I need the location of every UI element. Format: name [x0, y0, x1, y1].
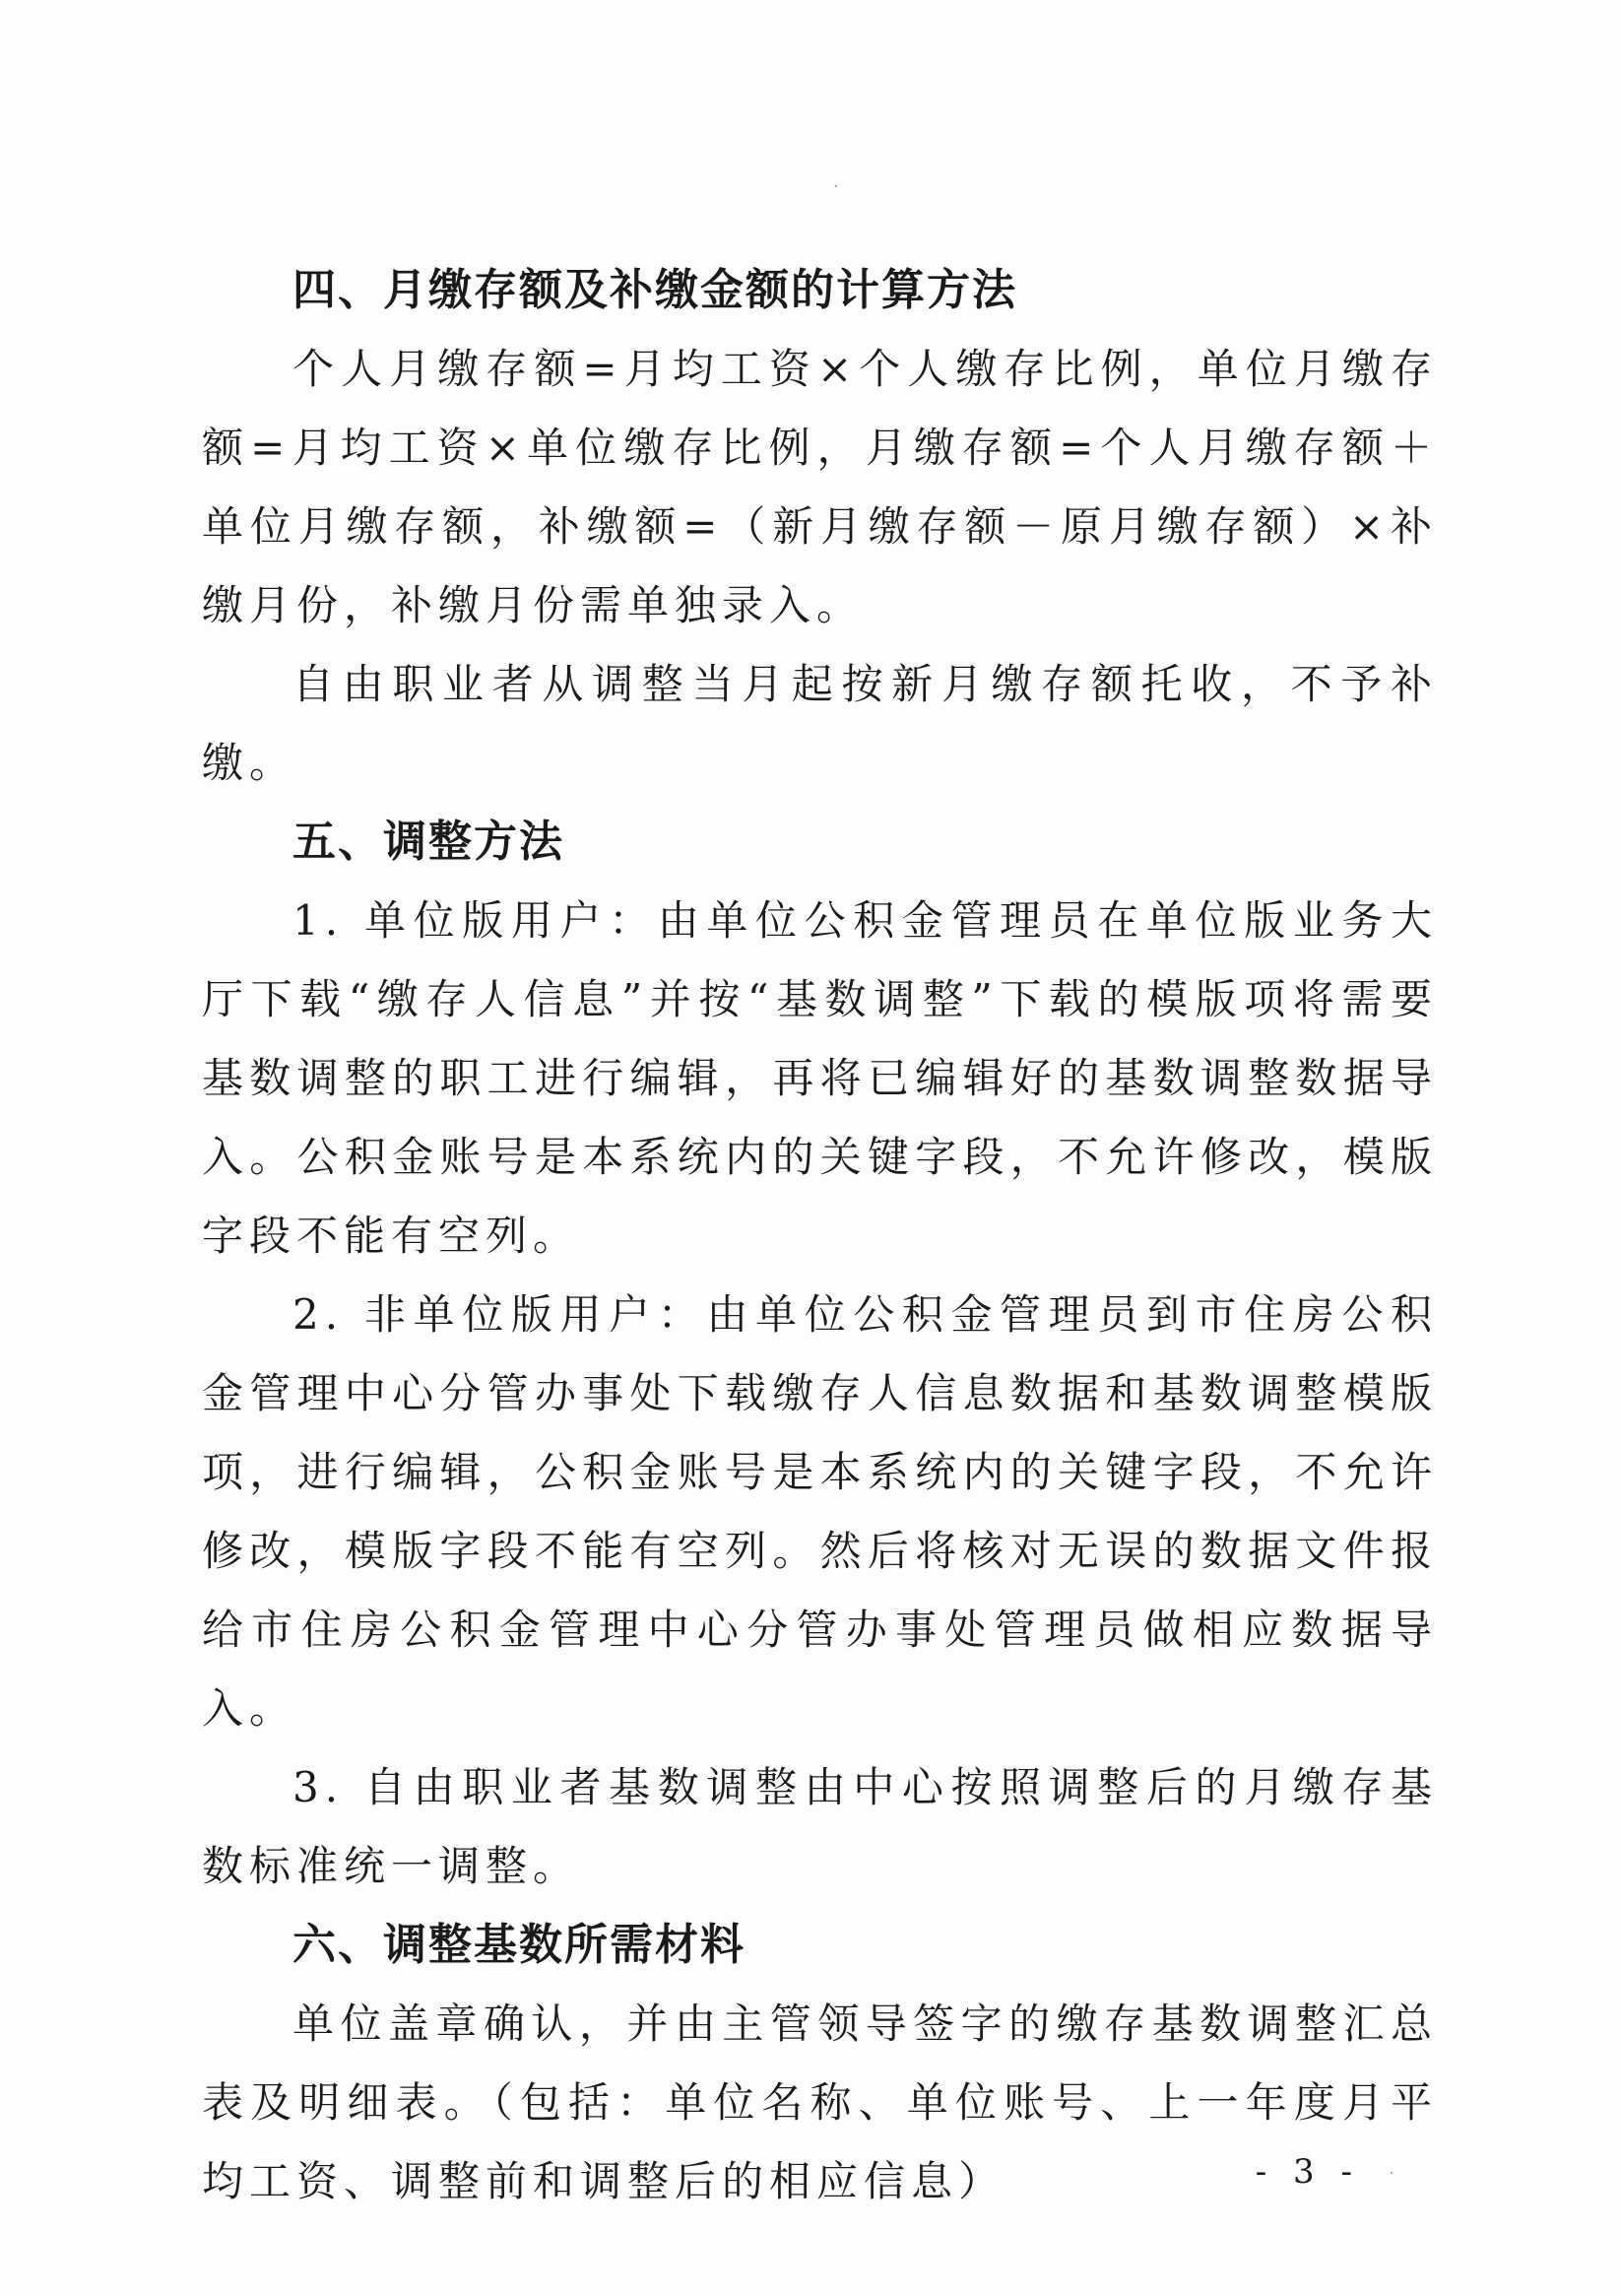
paragraph-unit-version-users: 1. 单位版用户：由单位公积金管理员在单位版业务大厅下载“缴存人信息”并按“基数调整”下载的模版项将需要基数调整的职工进行编辑，再将已编辑好的基数调整数据导入。公积金账号是本系统内的关键字段，不允许修改，模版字段不能有空列。 [202, 896, 1438, 1260]
paragraph-contribution-formula: 个人月缴存额=月均工资×个人缴存比例，单位月缴存额=月均工资×单位缴存比例，月缴存额=个人月缴存额＋单位月缴存额，补缴额=（新月缴存额－原月缴存额）×补缴月份，补缴月份需单独录入。 [202, 345, 1438, 629]
paragraph-required-materials: 单位盖章确认，并由主管领导签字的缴存基数调整汇总表及明细表。（包括：单位名称、单位账号、上一年度月平均工资、调整前和调整后的相应信息） [202, 2000, 1438, 2205]
page-number: - 3 - [1255, 2152, 1360, 2192]
paragraph-freelancer-adjustment: 3. 自由职业者基数调整由中心按照调整后的月缴存基数标准统一调整。 [202, 1763, 1438, 1890]
paragraph-non-unit-version-users: 2. 非单位版用户：由单位公积金管理员到市住房公积金管理中心分管办事处下载缴存人信息数据和基数调整模版项，进行编辑，公积金账号是本系统内的关键字段，不允许修改，模版字段不能有空列。然后将核对无误的数据文件报给市住房公积金管理中心分管办事处管理员做相应数据导入。 [202, 1290, 1438, 1733]
scan-speck [835, 185, 837, 187]
section-heading-5: 五、调整方法 [292, 817, 564, 867]
document-body [202, 251, 1438, 2221]
paragraph-freelancer-collection: 自由职业者从调整当月起按新月缴存额托收，不予补缴。 [202, 660, 1438, 787]
section-heading-4: 四、月缴存额及补缴金额的计算方法 [292, 265, 1017, 315]
section-heading-6: 六、调整基数所需材料 [292, 1920, 746, 1970]
